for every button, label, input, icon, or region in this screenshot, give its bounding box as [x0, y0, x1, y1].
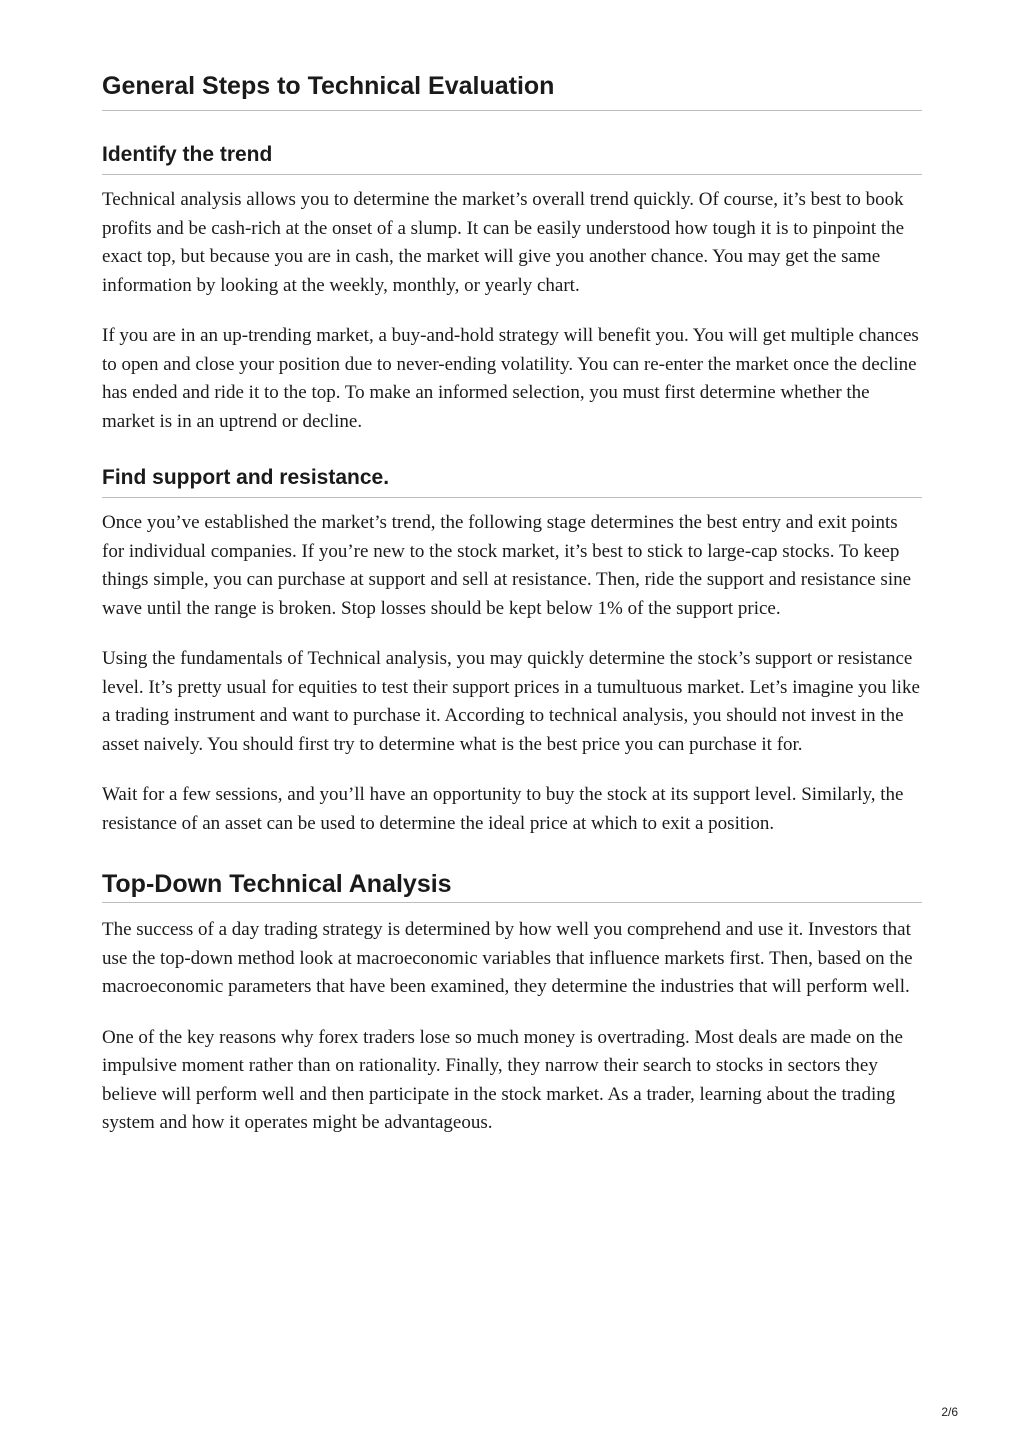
paragraph-support-2: Using the fundamentals of Technical analysis, you may quickly determine the stock’s support or resistance level. It’s pretty usual for equities to test their support prices in a tumultuous market. Let’s imagine you like a trading instrument and want to purchase it. According to technical analysis, you should not invest in the asset naively. You should first try to determine what is the best price you can purchase it for.: [102, 648, 920, 755]
section-title-top-down: Top-Down Technical Analysis: [102, 868, 922, 903]
subheading-identify-trend: Identify the trend: [102, 141, 922, 175]
paragraph-support-1: Once you’ve established the market’s trend, the following stage determines the best entry and exit points for individual companies. If you’re new to the stock market, it’s best to stick to large-cap stocks. To keep things simple, you can purchase at support and sell at resistance. Then, ride the support and resistance sine wave until the range is broken. Stop losses should be kept below 1% of the support price.: [102, 512, 912, 619]
paragraph-topdown-2: One of the key reasons why forex traders lose so much money is overtrading. Most deals are made on the impulsive moment rather than on rationality. Finally, they narrow their search to stocks in sectors they believe will perform well and then participate in the stock market. As a trader, learning about the trading system and how it operates might be advantageous.: [102, 1026, 903, 1133]
paragraph-topdown-1: The success of a day trading strategy is determined by how well you comprehend and use it. Investors that use the top-down method look at macroeconomic variables that influence markets first. Then, based on the macroeconomic parameters that have been examined, they determine the industries that will perform well.: [102, 919, 913, 997]
paragraph-support-3: Wait for a few sessions, and you’ll have an opportunity to buy the stock at its support level. Similarly, the resistance of an asset can be used to determine the ideal price at which to exit a position.: [102, 784, 904, 834]
section-title-general-steps: General Steps to Technical Evaluation: [102, 70, 922, 111]
document-page: [102, 70, 922, 1138]
subheading-support-resistance: Find support and resistance.: [102, 464, 922, 498]
paragraph-identify-2: If you are in an up-trending market, a buy-and-hold strategy will benefit you. You will get multiple chances to open and close your position due to never-ending volatility. You can re-enter the market once the decline has ended and ride it to the top. To make an informed selection, you must first determine whether the market is in an uptrend or decline.: [102, 325, 919, 432]
page-number: 2/6: [941, 1405, 958, 1419]
paragraph-identify-1: Technical analysis allows you to determine the market’s overall trend quickly. Of course, it’s best to book profits and be cash-rich at the onset of a slump. It can be easily understood how tough it is to pinpoint the exact top, but because you are in cash, the market will give you another chance. You may get the same information by looking at the weekly, monthly, or yearly chart.: [102, 189, 905, 296]
